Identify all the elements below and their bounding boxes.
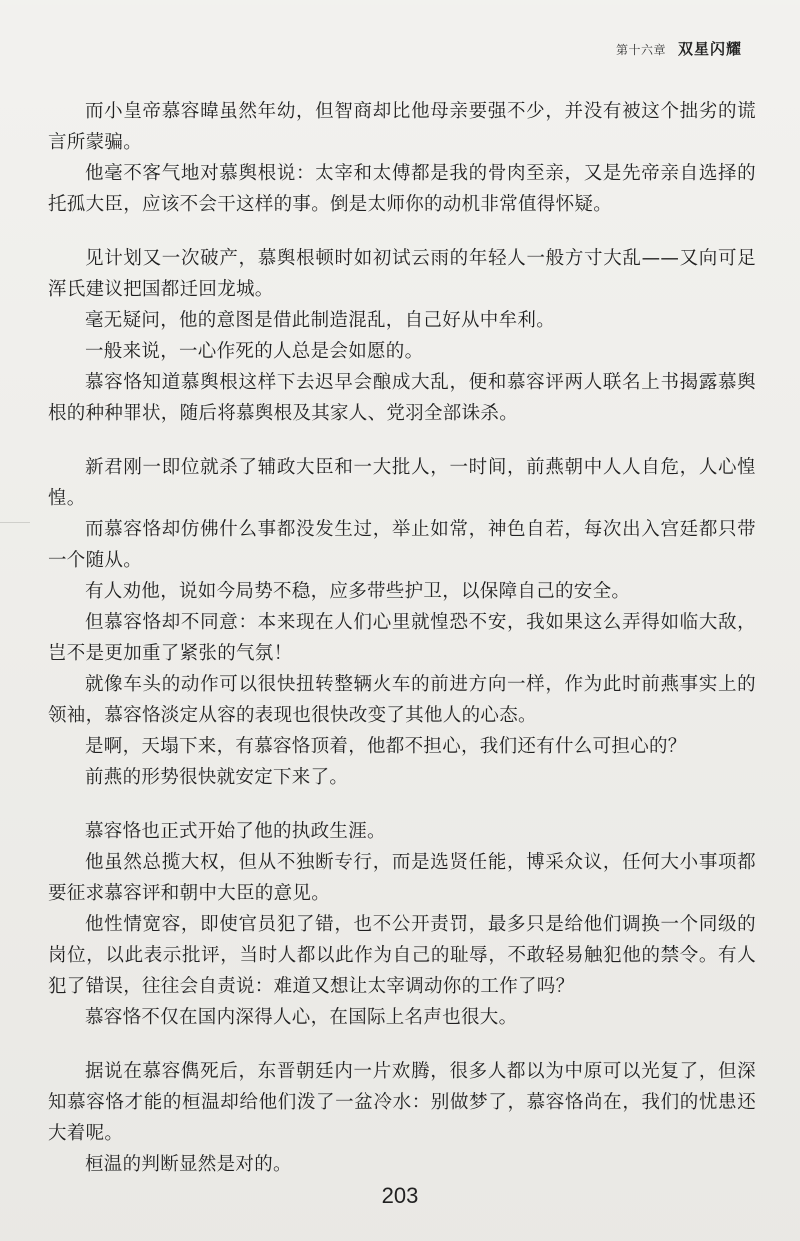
running-header [616, 38, 742, 59]
paragraph: 毫无疑问，他的意图是借此制造混乱，自己好从中牟利。 [85, 310, 556, 331]
chapter-title: 双星闪耀 [677, 40, 742, 58]
paragraph: 新君刚一即位就杀了辅政大臣和一大批人，一时间，前燕朝中人人自危，人心惶惶。 [48, 457, 756, 509]
paragraph: 慕容恪不仅在国内深得人心，在国际上名声也很大。 [85, 1007, 518, 1028]
paragraph: 就像车头的动作可以很快扭转整辆火车的前进方向一样，作为此时前燕事实上的领袖，慕容恪淡定从容的表现也很快改变了其他人的心态。 [48, 674, 756, 726]
paragraph: 而慕容恪却仿佛什么事都没发生过，举止如常，神色自若，每次出入宫廷都只带一个随从。 [48, 519, 756, 571]
paragraph: 据说在慕容儁死后，东晋朝廷内一片欢腾，很多人都以为中原可以光复了，但深知慕容恪才能的桓温却给他们泼了一盆冷水：别做梦了，慕容恪尚在，我们的忧患还大着呢。 [48, 1061, 756, 1144]
body-text [48, 96, 756, 1180]
left-margin-mark [0, 522, 30, 523]
paragraph: 有人劝他，说如今局势不稳，应多带些护卫，以保障自己的安全。 [85, 581, 631, 602]
paragraph: 他毫不客气地对慕舆根说：太宰和太傅都是我的骨肉至亲，又是先帝亲自选择的托孤大臣，应该不会干这样的事。倒是太师你的动机非常值得怀疑。 [48, 163, 756, 215]
page-number: 203 [381, 1183, 419, 1208]
paragraph: 他虽然总揽大权，但从不独断专行，而是选贤任能，博采众议，任何大小事项都要征求慕容评和朝中大臣的意见。 [48, 852, 756, 904]
paragraph: 但慕容恪却不同意：本来现在人们心里就惶恐不安，我如果这么弄得如临大敌，岂不是更加重了紧张的气氛！ [48, 612, 756, 664]
paragraph: 是啊，天塌下来，有慕容恪顶着，他都不担心，我们还有什么可担心的？ [85, 736, 687, 757]
paragraph: 而小皇帝慕容暐虽然年幼，但智商却比他母亲要强不少，并没有被这个拙劣的谎言所蒙骗。 [48, 101, 756, 153]
paragraph: 见计划又一次破产，慕舆根顿时如初试云雨的年轻人一般方寸大乱——又向可足浑氏建议把国都迁回龙城。 [48, 248, 756, 300]
chapter-number: 第十六章 [615, 43, 666, 57]
paragraph: 桓温的判断显然是对的。 [85, 1154, 292, 1175]
paragraph: 慕容恪也正式开始了他的执政生涯。 [85, 821, 386, 842]
paragraph: 他性情宽容，即使官员犯了错，也不公开责罚，最多只是给他们调换一个同级的岗位，以此表示批评，当时人都以此作为自己的耻辱，不敢轻易触犯他的禁令。有人犯了错误，往往会自责说：难道又想让太宰调动你的工作了吗？ [48, 914, 756, 997]
paragraph: 前燕的形势很快就安定下来了。 [85, 767, 349, 788]
paragraph: 一般来说，一心作死的人总是会如愿的。 [85, 341, 424, 362]
paragraph: 慕容恪知道慕舆根这样下去迟早会酿成大乱，便和慕容评两人联名上书揭露慕舆根的种种罪状，随后将慕舆根及其家人、党羽全部诛杀。 [48, 372, 756, 424]
